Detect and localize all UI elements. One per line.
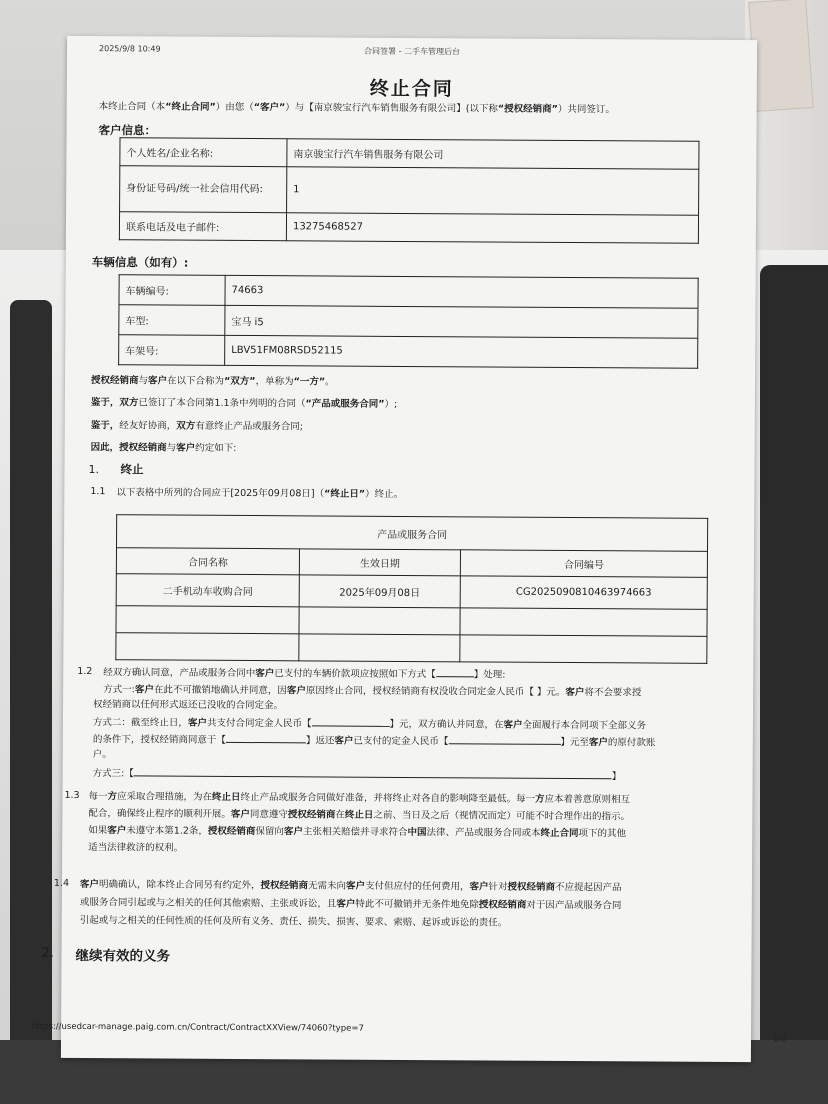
clause-1-2-method-3: 方式三:【 】 (92, 768, 622, 783)
table-row (116, 633, 707, 664)
printer-slot-left (10, 300, 52, 1080)
customer-contact-value: 13275468527 (286, 213, 698, 244)
vehicle-vin-value: LBV51FM08RSD52115 (225, 335, 698, 368)
contracts-header-number: 合同编号 (460, 550, 707, 578)
contract-date-cell: 2025年09月08日 (299, 575, 460, 608)
recital-parties: 授权经销商与客户在以下合称为“双方”，单称为“一方”。 (90, 375, 335, 388)
table-row (116, 574, 707, 610)
table-row (119, 305, 698, 339)
contract-name-cell (116, 633, 299, 661)
clause-1-2-method-2-end: 户。 (92, 749, 112, 761)
table-row (120, 166, 699, 216)
customer-contact-label: 联系电话及电子邮件: (119, 212, 286, 241)
recital-whereas-1: 鉴于，双方已签订了本合同第1.1条中列明的合同（“产品或服务合同”）; (90, 397, 398, 410)
page-number: 1/2 (772, 1034, 787, 1045)
clause-1-3-line-3: 如果客户未遵守本第1.2条，授权经销商保留向客户主张相关赔偿并寻求符合中国法律、产品或服务合同或本终止合同项下的其他 (88, 825, 627, 840)
vehicle-model-value: 宝马 i5 (225, 305, 698, 338)
clause-1-1-number: 1.1 (90, 486, 106, 498)
clause-1-2-method-1-cont: 权经销商以任何形式返还已没收的合同定金。 (93, 699, 284, 712)
section-2-title: 继续有效的义务 (75, 947, 171, 965)
contract-number-cell: CG2025090810463974663 (460, 576, 707, 610)
table-row (119, 275, 698, 309)
printer-slot-right (760, 265, 828, 1104)
customer-id-value: 1 (287, 167, 699, 216)
table-row (119, 212, 698, 244)
table-row (116, 548, 707, 578)
vehicle-info-table (118, 274, 699, 369)
vehicle-id-label: 车辆编号: (119, 275, 225, 306)
clause-1-3-line-2: 配合，确保终止程序的顺利开展。客户同意遵守授权经销商在终止日之前、当日及之后（视情况而定）可能不时合理作出的指示。 (88, 808, 631, 823)
contract-date-cell (299, 607, 460, 635)
table-row (120, 138, 699, 170)
clause-1-2-method-1: 方式一:客户在此不可撤销地确认并同意，因客户原因终止合同，授权经销商有权没收合同定金人民币【 】元。客户将不会要求授 (103, 684, 642, 699)
contracts-header-date: 生效日期 (299, 549, 460, 576)
contract-number-cell (460, 635, 707, 664)
contract-number-cell (460, 608, 707, 637)
footer-url: https://usedcar-manage.paig.com.cn/Contract/ContractXXView/74060?type=7 (31, 1021, 364, 1034)
clause-1-4-line-1: 客户明确确认，除本终止合同另有约定外，授权经销商无需未向客户支付但应付的任何费用，客户针对授权经销商不应提起因产品 (79, 878, 622, 894)
customer-name-label: 个人姓名/企业名称: (120, 138, 287, 167)
print-header-title: 合同签署 - 二手车管理后台 (364, 46, 461, 57)
contracts-table-caption: 产品或服务合同 (117, 515, 708, 552)
clause-1-4-line-2: 或服务合同引起或与之相关的任何其他索赔、主张或诉讼，且客户特此不可撤销并无条件地免除授权经销商对于因产品或服务合同 (79, 896, 622, 912)
background-card (748, 0, 814, 112)
contract-name-cell: 二手机动车收购合同 (116, 574, 299, 607)
recital-whereas-2: 鉴于，经友好协商，双方有意终止产品或服务合同; (90, 420, 304, 433)
customer-info-table (119, 137, 700, 244)
clause-1-4-number: 1.4 (53, 877, 70, 889)
clause-1-1-text: 以下表格中所列的合同应于[2025年09月08日]（“终止日”）终止。 (116, 487, 404, 500)
table-row (117, 515, 708, 552)
customer-id-label: 身份证号码/统一社会信用代码: (120, 166, 287, 213)
customer-info-heading: 客户信息： (98, 123, 157, 138)
section-2-number: 2. (41, 945, 54, 961)
vehicle-vin-label: 车架号: (119, 335, 225, 366)
document-title: 终止合同 (369, 77, 454, 101)
contract-page (31, 36, 787, 1062)
intro-paragraph: 本终止合同（本“终止合同”）由您（“客户”）与【南京骏宝行汽车销售服务有限公司】(以下称“授权经销商”）共同签订。 (98, 101, 615, 116)
contracts-header-name: 合同名称 (116, 548, 299, 575)
clause-1-2-method-2: 方式二：截至终止日，客户共支付合同定金人民币【 】元，双方确认并同意，在客户全面履行本合同项下全部义务 (92, 717, 647, 732)
clause-1-2-intro: 经双方确认同意，产品或服务合同中客户已支付的车辆价款项应按照如下方式【 】处理: (103, 667, 506, 681)
vehicle-id-value: 74663 (225, 275, 698, 308)
section-1-number: 1. (88, 463, 100, 477)
customer-name-value: 南京骏宝行汽车销售服务有限公司 (287, 139, 699, 170)
vehicle-model-label: 车型: (119, 305, 225, 336)
clause-1-3-number: 1.3 (64, 789, 80, 801)
clause-1-3-line-1: 每一方应采取合理措施，为在终止日终止产品或服务合同做好准备，并将终止对各自的影响降至最低。每一方应本着善意原则相互 (88, 791, 631, 806)
contract-date-cell (299, 634, 460, 662)
clause-1-4-line-3: 引起或与之相关的任何性质的任何及所有义务、责任、损失、损害、要求、索赔、起诉或诉讼的责任。 (79, 914, 508, 929)
terminated-contracts-table (115, 514, 708, 664)
recital-therefore: 因此，授权经销商与客户约定如下: (90, 442, 237, 454)
vehicle-info-heading: 车辆信息（如有）: (91, 255, 189, 270)
table-row (119, 335, 698, 369)
section-1-title: 终止 (120, 462, 144, 477)
clause-1-2-number: 1.2 (77, 665, 93, 678)
contract-name-cell (116, 606, 299, 634)
clause-1-2-method-2-cont: 的条件下，授权经销商同意于【 】返还客户已支付的定金人民币【 】元至客户的原付款账 (92, 734, 656, 749)
table-row (116, 606, 707, 637)
clause-1-3-line-4: 适当法律救济的权利。 (88, 842, 184, 854)
print-date: 2025/9/8 10:49 (99, 44, 161, 54)
